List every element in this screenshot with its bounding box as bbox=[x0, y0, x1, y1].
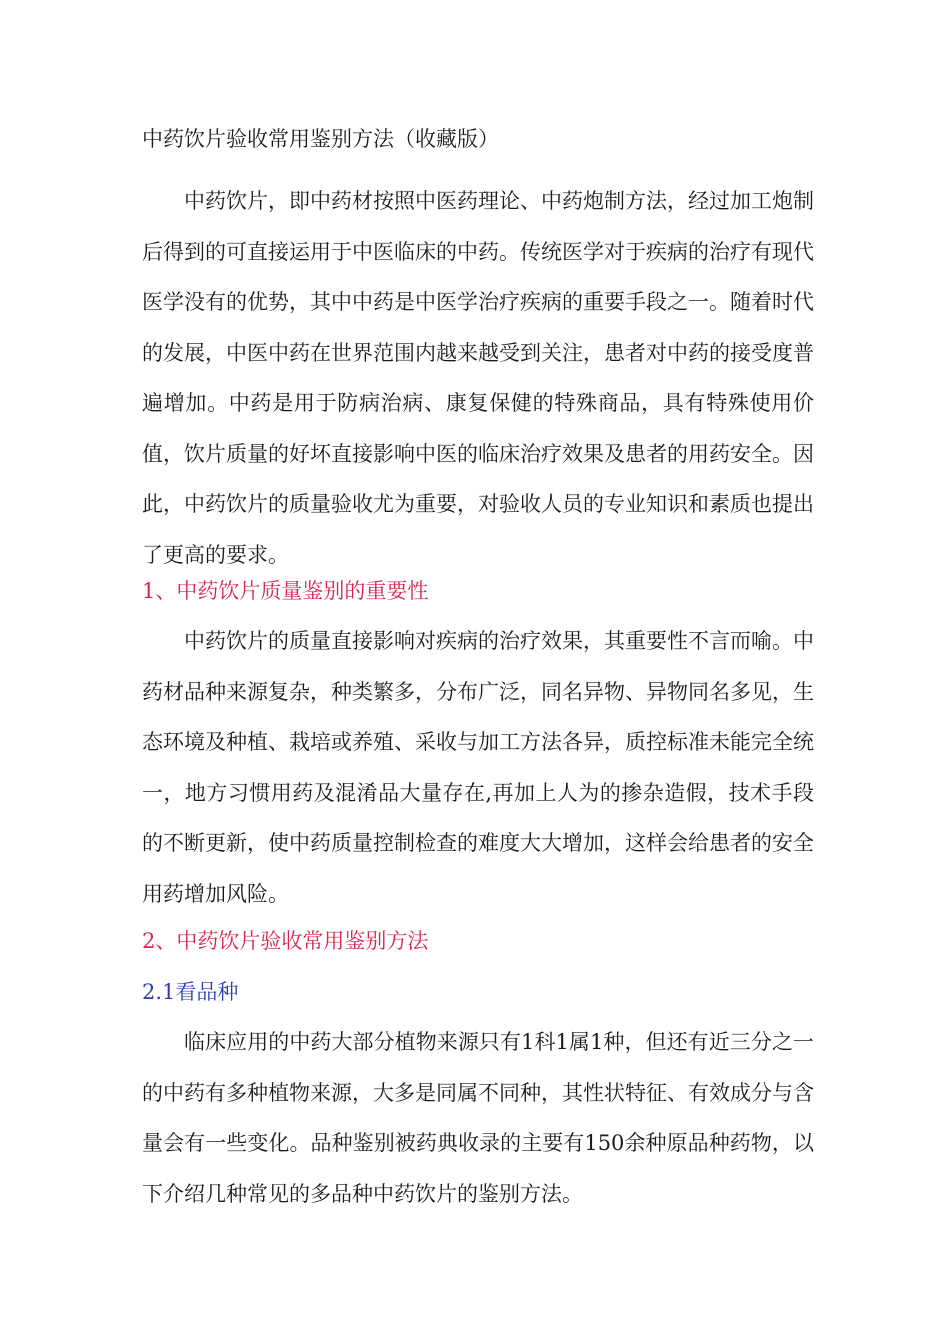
section-1-paragraph: 中药饮片的质量直接影响对疾病的治疗效果，其重要性不言而喻。中药材品种来源复杂，种类繁多，分布广泛，同名异物、异物同名多见，生态环境及种植、栽培或养殖、采收与加工方法各异，质控标准未能完全统一，地方习惯用药及混淆品大量存在,再加上人为的掺杂造假，技术手段的不断更新，使中药质量控制检查的难度大大增加，这样会给患者的安全用药增加风险。 bbox=[142, 629, 814, 906]
document-title: 中药饮片验收常用鉴别方法（收藏版） bbox=[142, 127, 499, 151]
section-1-heading: 1、中药饮片质量鉴别的重要性 bbox=[142, 579, 429, 603]
subsection-2-1-heading: 2.1看品种 bbox=[142, 980, 239, 1004]
section-2-heading: 2、中药饮片验收常用鉴别方法 bbox=[142, 929, 429, 953]
subsection-2-1-paragraph: 临床应用的中药大部分植物来源只有1科1属1种，但还有近三分之一的中药有多种植物来源，大多是同属不同种，其性状特征、有效成分与含量会有一些变化。品种鉴别被药典收录的主要有150余种原品种药物，以下介绍几种常见的多品种中药饮片的鉴别方法。 bbox=[142, 1030, 814, 1206]
intro-paragraph: 中药饮片，即中药材按照中医药理论、中药炮制方法，经过加工炮制后得到的可直接运用于中医临床的中药。传统医学对于疾病的治疗有现代医学没有的优势，其中中药是中医学治疗疾病的重要手段之一。随着时代的发展，中医中药在世界范围内越来越受到关注，患者对中药的接受度普遍增加。中药是用于防病治病、康复保健的特殊商品，具有特殊使用价值，饮片质量的好坏直接影响中医的临床治疗效果及患者的用药安全。因此，中药饮片的质量验收尤为重要，对验收人员的专业知识和素质也提出了更高的要求。 bbox=[142, 189, 814, 567]
